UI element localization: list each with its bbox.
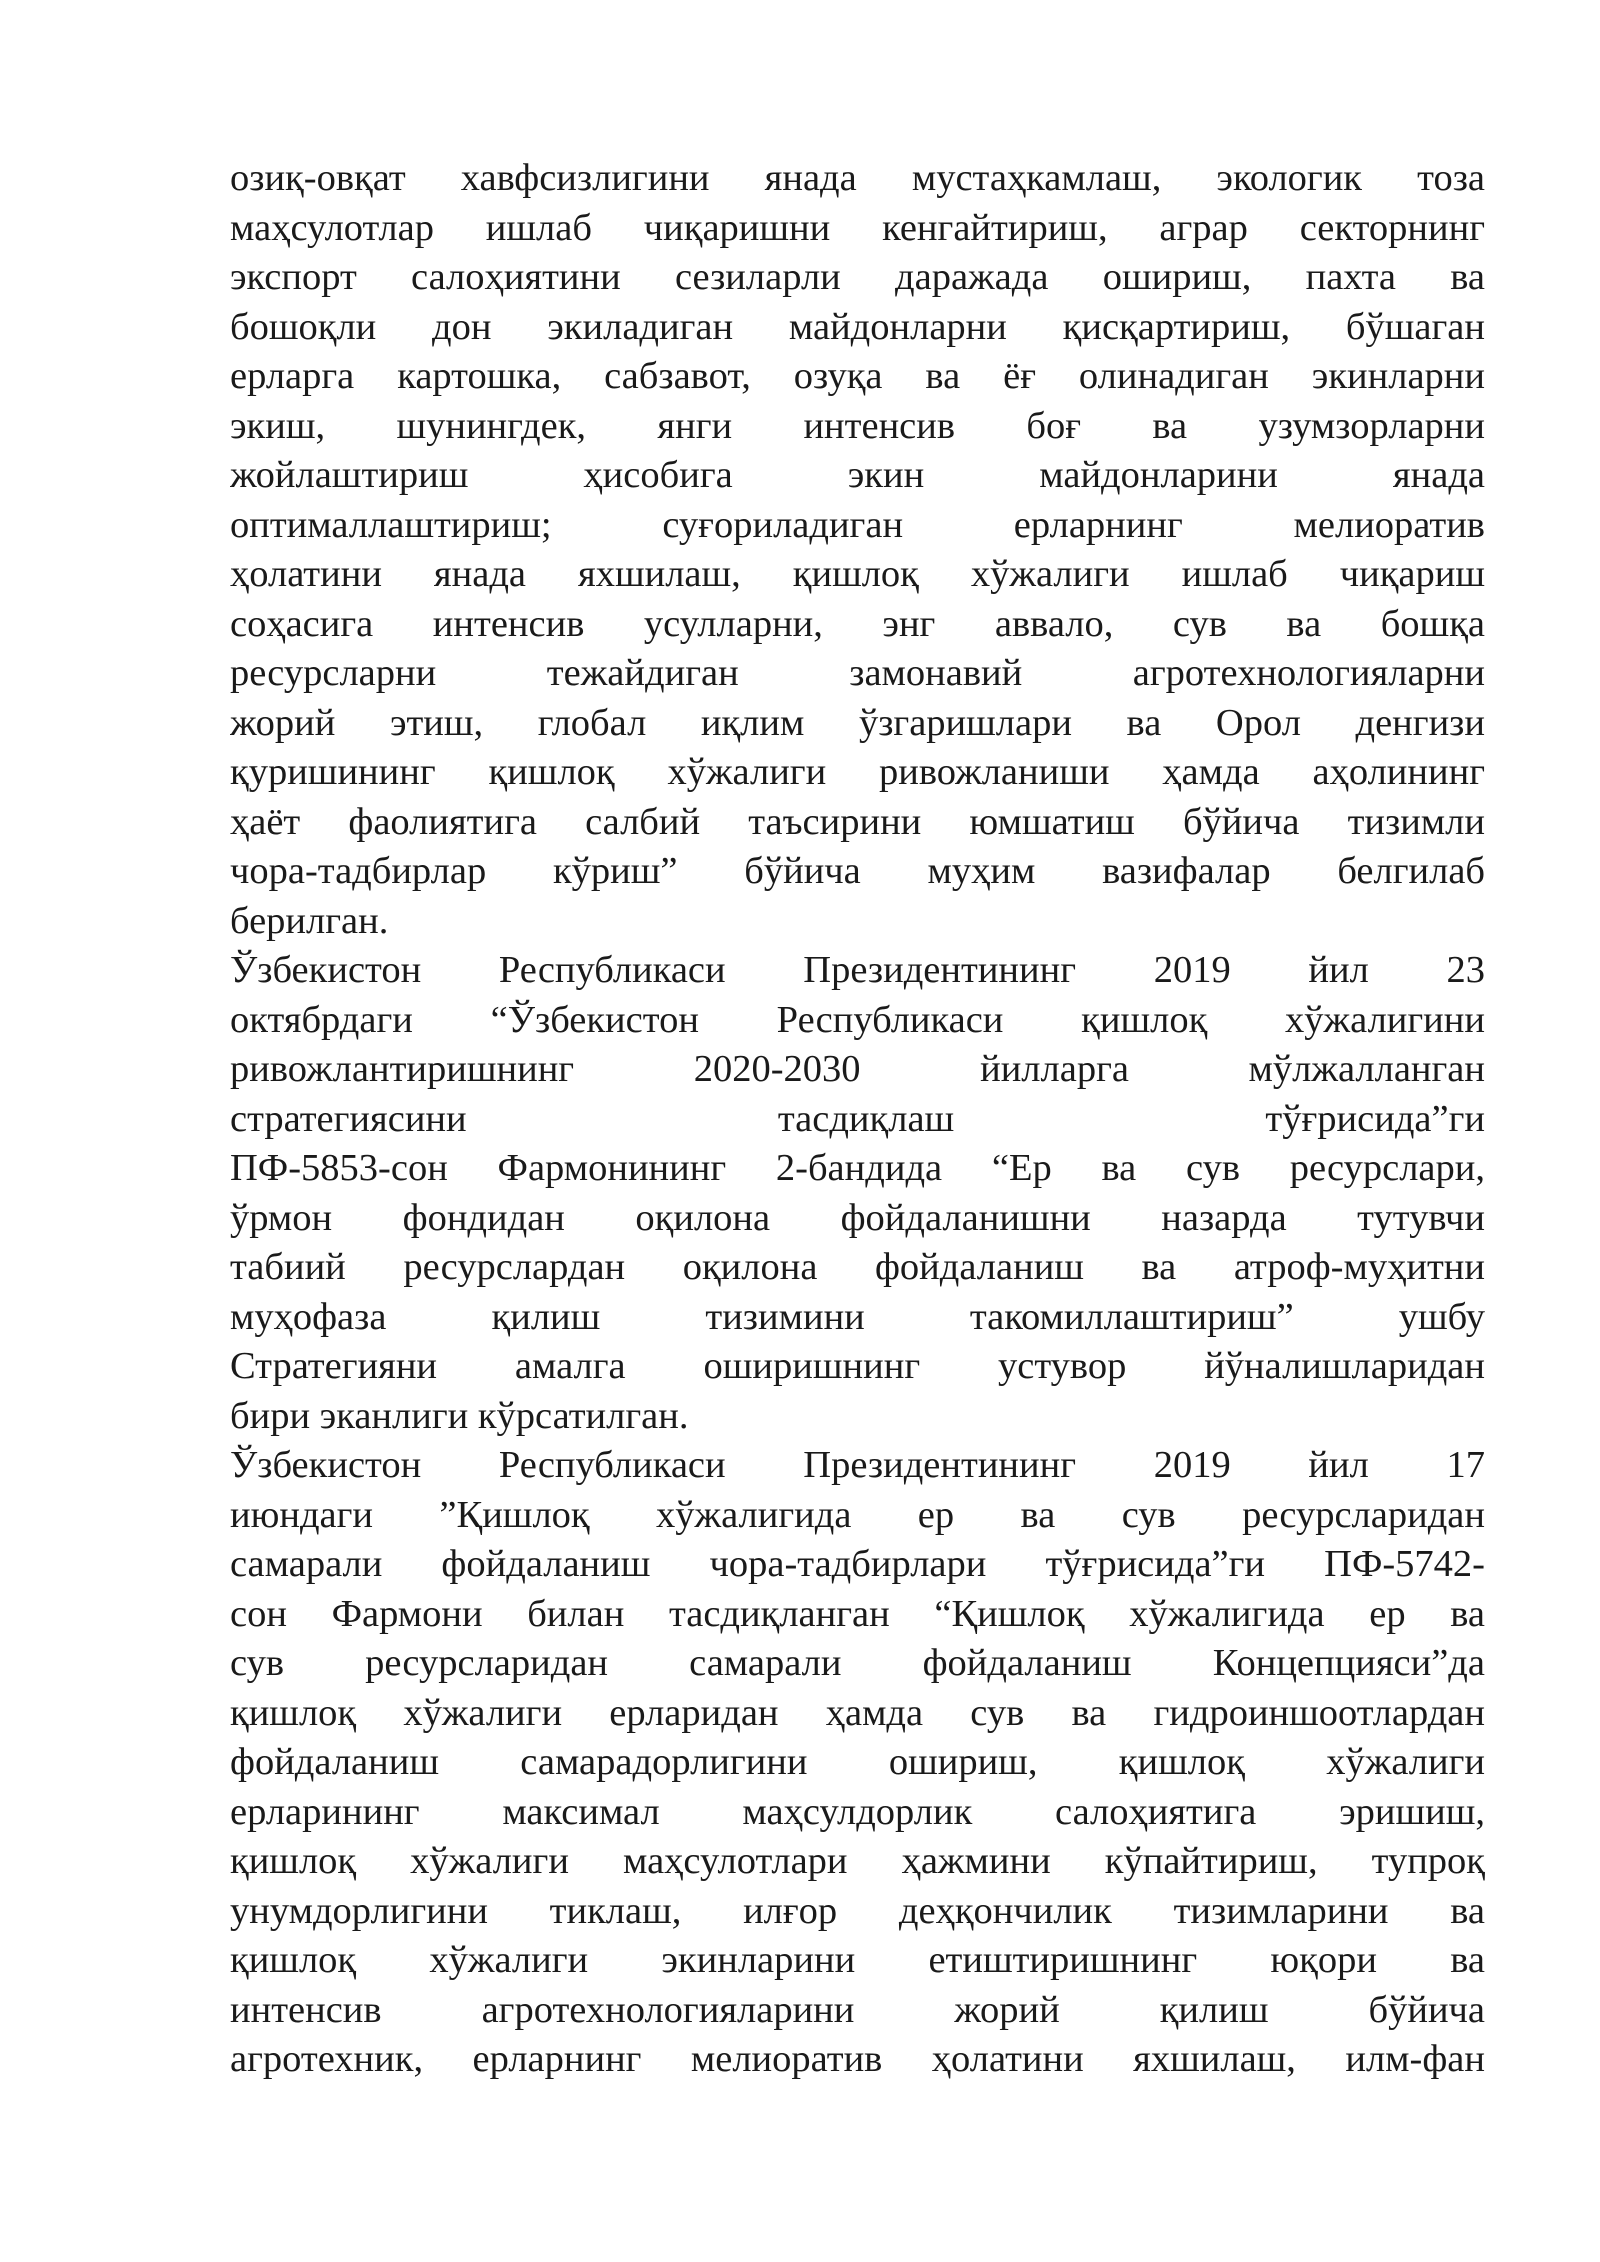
text-line: табиий ресурслардан оқилона фойдаланиш ва атроф-муҳитни (230, 1246, 1485, 1288)
text-line: ўрмон фондидан оқилона фойдаланишни назарда тутувчи (230, 1196, 1485, 1239)
text-line: унумдорлигини тиклаш, илғор деҳқончилик тизимларини ва (230, 1889, 1485, 1932)
text-line: муҳофаза қилиш тизимини такомиллаштириш” ушбу (230, 1295, 1485, 1338)
text-line: Стратегияни амалга оширишнинг устувор йўналишларидан (230, 1345, 1485, 1387)
paragraph-pf-5742 (230, 1441, 1485, 2085)
text-line: қишлоқ хўжалиги экинларини етиштиришнинг юқори ва (230, 1939, 1485, 1981)
paragraph-continuation (230, 154, 1485, 946)
text-line: жорий этиш, глобал иқлим ўзгаришлари ва Орол денгизи (230, 701, 1485, 744)
text-line: экспорт салоҳиятини сезиларли даражада ошириш, пахта ва (230, 256, 1485, 298)
text-line: қишлоқ хўжалиги ерларидан ҳамда сув ва гидроиншоотлардан (230, 1691, 1485, 1734)
text-line: интенсив агротехнологияларини жорий қилиш бўйича (230, 1988, 1485, 2031)
text-line: оптималлаштириш; суғориладиган ерларнинг мелиоратив (230, 503, 1485, 546)
text-line: ривожлантиришнинг 2020-2030 йилларга мўлжалланган (230, 1048, 1485, 1090)
text-line: сув ресурсларидан самарали фойдаланиш Концепцияси”да (230, 1642, 1485, 1684)
text-line: чора-тадбирлар кўриш” бўйича муҳим вазифалар белгилаб (230, 850, 1485, 892)
text-line: ҳаёт фаолиятига салбий таъсирини юмшатиш бўйича тизимли (230, 800, 1485, 843)
text-line: Ўзбекистон Республикаси Президентининг 2019 йил 23 (230, 949, 1485, 991)
text-line: сон Фармони билан тасдиқланган “Қишлоқ хўжалигида ер ва (230, 1592, 1485, 1635)
text-line: стратегиясини тасдиқлаш тўғрисида”ги (230, 1097, 1485, 1140)
text-line: ерларининг максимал маҳсулдорлик салоҳиятига эришиш, (230, 1790, 1485, 1833)
text-line: самарали фойдаланиш чора-тадбирлари тўғрисида”ги ПФ-5742- (230, 1543, 1485, 1585)
text-line: қуришининг қишлоқ хўжалиги ривожланиши ҳамда аҳолининг (230, 751, 1485, 793)
text-line: соҳасига интенсив усулларни, энг аввало, сув ва бошқа (230, 602, 1485, 645)
text-line: ерларга картошка, сабзавот, озуқа ва ёғ олинадиган экинларни (230, 355, 1485, 397)
text-line: бошоқли дон экиладиган майдонларни қисқартириш, бўшаган (230, 305, 1485, 348)
text-line: Ўзбекистон Республикаси Президентининг 2019 йил 17 (230, 1444, 1485, 1486)
text-line: қишлоқ хўжалиги маҳсулотлари ҳажмини кўпайтириш, тупроқ (230, 1840, 1485, 1882)
text-line: фойдаланиш самарадорлигини ошириш, қишлоқ хўжалиги (230, 1741, 1485, 1783)
text-line: жойлаштириш ҳисобига экин майдонларини янада (230, 454, 1485, 496)
text-line: озиқ-овқат хавфсизлигини янада мустаҳкамлаш, экологик тоза (230, 157, 1485, 199)
paragraph-pf-5853 (230, 946, 1485, 1441)
document-body (230, 154, 1485, 2085)
text-line: маҳсулотлар ишлаб чиқаришни кенгайтириш, аграр секторнинг (230, 206, 1485, 249)
text-line: ПФ-5853-сон Фармонининг 2-бандида “Ер ва сув ресурслари, (230, 1147, 1485, 1189)
text-line: октябрдаги “Ўзбекистон Республикаси қишлоқ хўжалигини (230, 998, 1485, 1041)
text-line: бири эканлиги кўрсатилган. (230, 1394, 689, 1437)
text-line: берилган. (230, 899, 389, 942)
text-line: июндаги ”Қишлоқ хўжалигида ер ва сув ресурсларидан (230, 1493, 1485, 1536)
text-line: ҳолатини янада яхшилаш, қишлоқ хўжалиги ишлаб чиқариш (230, 553, 1485, 595)
text-line: экиш, шунингдек, янги интенсив боғ ва узумзорларни (230, 404, 1485, 447)
text-line: ресурсларни тежайдиган замонавий агротехнологияларни (230, 652, 1485, 694)
text-line: агротехник, ерларнинг мелиоратив ҳолатини яхшилаш, илм-фан (230, 2038, 1485, 2080)
